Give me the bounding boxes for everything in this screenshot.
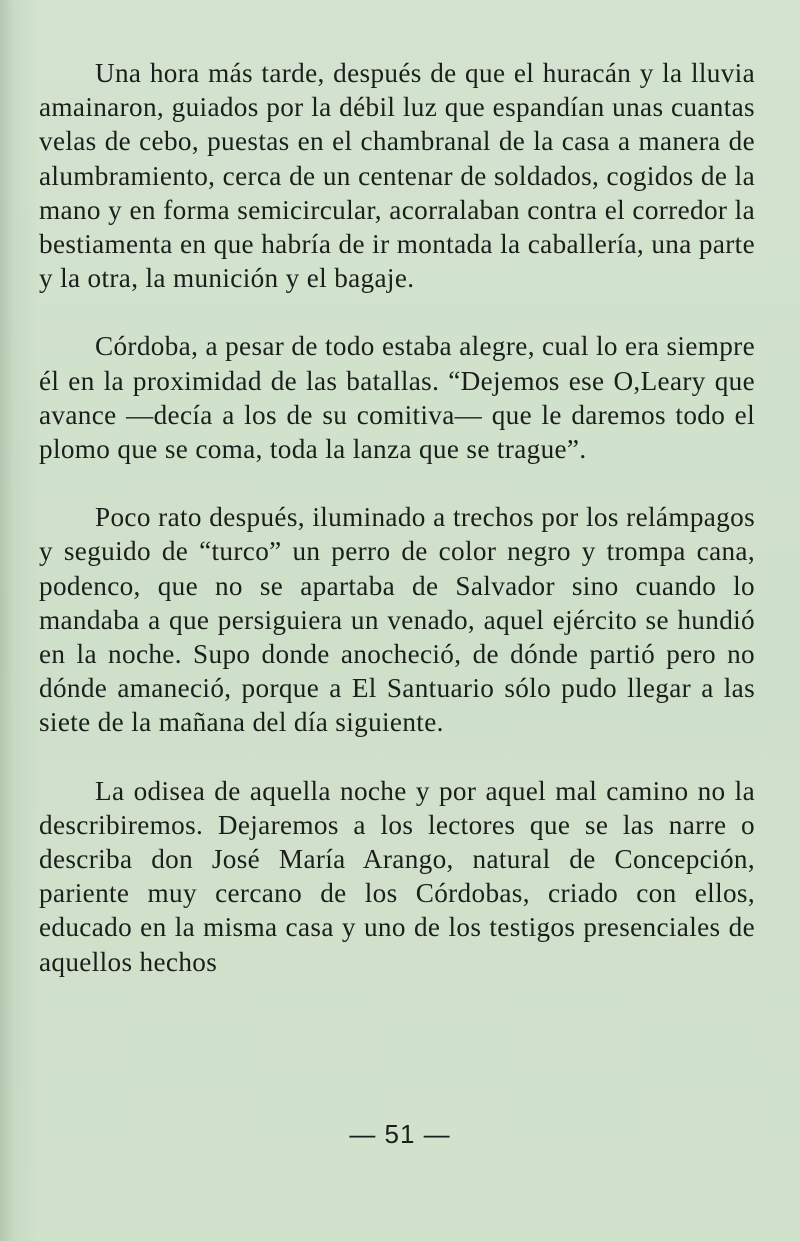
page-number: — 51 —: [349, 1119, 451, 1149]
paragraph-2: Córdoba, a pesar de todo estaba alegre, cual lo era siempre él en la proximidad de las batallas. “Dejemos ese O,Leary que avance —decía a los de su comitiva— que le daremos todo el plomo que se coma, toda la lanza que se trague”.: [39, 331, 755, 465]
body-text: [39, 56, 755, 979]
paragraph-3: Poco rato después, iluminado a trechos por los relámpagos y seguido de “turco” un perro de color negro y trompa cana, podenco, que no se apartaba de Salvador sino cuando lo mandaba a que persiguiera un venado, aquel ejército se hundió en la noche. Supo donde anocheció, de dónde partió pero no dónde amaneció, porque a El Santuario sólo pudo llegar a las siete de la mañana del día siguiente.: [39, 502, 755, 738]
paragraph-4: La odisea de aquella noche y por aquel mal camino no la describiremos. Dejaremos a los lectores que se las narre o describa don José María Arango, natural de Concepción, pariente muy cercano de los Córdobas, criado con ellos, educado en la misma casa y uno de los testigos presenciales de aquellos hechos: [39, 775, 755, 977]
paragraph-1: Una hora más tarde, después de que el huracán y la lluvia amainaron, guiados por la débil luz que espandían unas cuantas velas de cebo, puestas en el chambranal de la casa a manera de alumbramiento, cerca de un centenar de soldados, cogidos de la mano y en forma semicircular, acorralaban contra el corredor la bestiamenta en que habría de ir montada la caballería, una parte y la otra, la munición y el bagaje.: [39, 58, 755, 294]
